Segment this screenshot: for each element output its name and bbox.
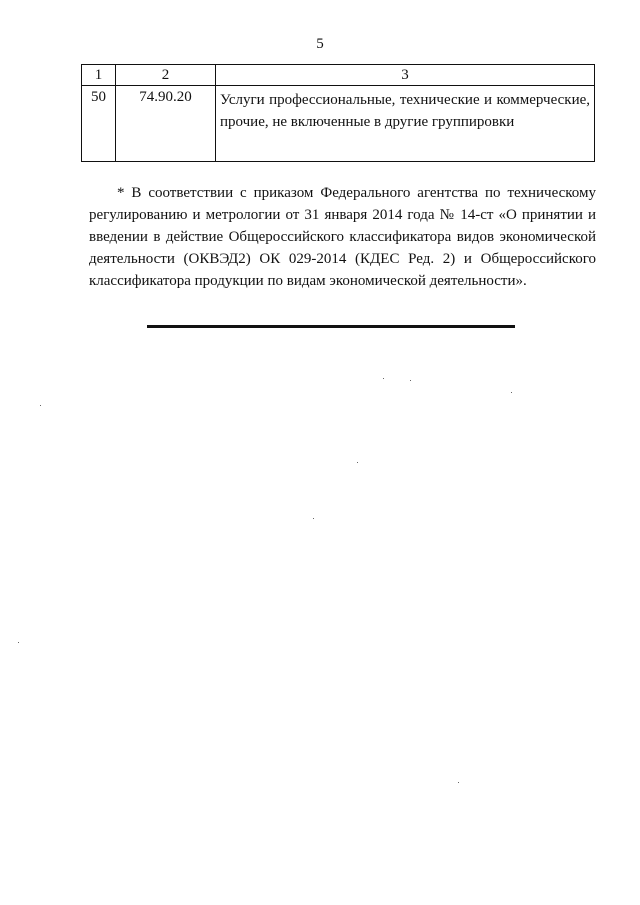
page-number: 5 — [316, 36, 324, 52]
scan-speck — [357, 462, 358, 463]
scan-speck — [410, 380, 411, 381]
table-row — [82, 86, 595, 162]
scan-speck — [511, 392, 512, 393]
table-header-col-3: 3 — [216, 65, 595, 86]
table-header-row — [82, 65, 595, 86]
scan-speck — [40, 405, 41, 406]
scan-speck — [18, 642, 19, 643]
row-code-cell: 74.90.20 — [116, 86, 216, 162]
table-header-col-2: 2 — [116, 65, 216, 86]
separator-rule — [147, 325, 515, 328]
footnote: * В соответствии с приказом Федерального агентства по техническому регулированию и метрологии от 31 января 2014 года № 14-ст «О принятии и введении в действие Общероссийского классификатора видов экономической деятельности (ОКВЭД2) ОК 029-2014 (КДЕС Ред. 2) и Общероссийского классификатора продукции по видам экономической деятельности». — [89, 185, 596, 289]
row-description-cell: Услуги профессиональные, технические и коммерческие, прочие, не включенные в другие группировки — [216, 86, 595, 162]
scan-speck — [383, 378, 384, 379]
row-number-cell: 50 — [82, 86, 116, 162]
classifier-table — [81, 64, 595, 162]
scan-speck — [313, 518, 314, 519]
scan-speck — [458, 782, 459, 783]
table-header-col-1: 1 — [82, 65, 116, 86]
